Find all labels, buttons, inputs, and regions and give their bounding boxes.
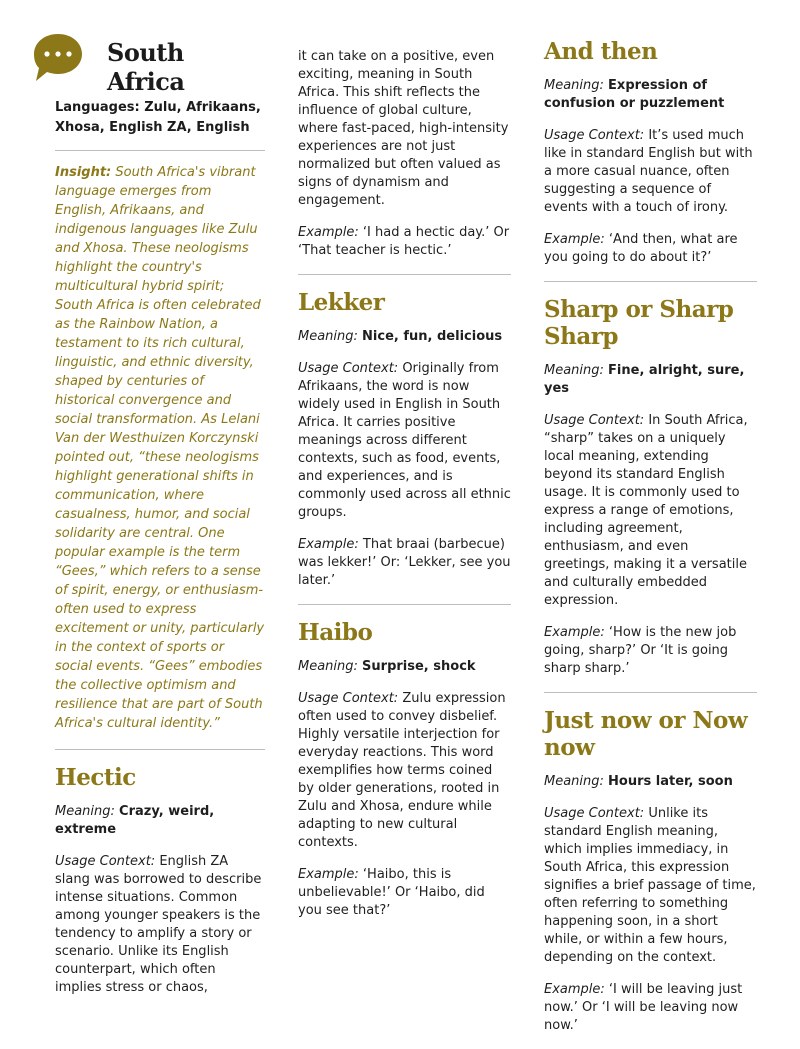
meaning-line [298, 328, 511, 346]
term-heading: And then [544, 38, 658, 65]
insight-label: Insight: [55, 165, 112, 180]
example-label: Example: [544, 232, 605, 247]
usage-text: In South Africa, “sharp” takes on a uniquely local meaning, extending beyond its standard English usage. It is commonly used to express a range of emotions, including agreement, enthusiasm, and even greetings, making it a versatile and culturally embedded expression. [544, 413, 748, 608]
term-heading: Hectic [55, 764, 136, 791]
meaning-label: Meaning: [55, 804, 115, 819]
usage-context [298, 690, 511, 852]
insight-text: South Africa's vibrant language emerges from English, Afrikaans, and indigenous languages like Zulu and Xhosa. These neologisms highlight the country's multicultural hybrid spirit; South Africa is often celebrated as the Rainbow Nation, a testament to its rich cultural, linguistic, and ethnic diversity, shaped by centuries of historical convergence and social transformation. As Lelani Van der Westhuizen Korczynski pointed out, “these neologisms highlight generational shifts in communication, where casualness, humor, and social solidarity are central. One popular example is the term “Gees,” which refers to a sense of spirit, energy, or enthusiasm- often used to express excitement or unity, particularly in the context of sports or social events. “Gees” embodies the collective optimism and resilience that are part of South Africa's cultural identity.” [55, 165, 265, 731]
usage-label: Usage Context: [544, 413, 645, 428]
usage-text: Originally from Afrikaans, the word is now widely used in English in South Africa. It carries positive meanings across different contexts, such as food, events, and experiences, and is commonly used across all ethnic groups. [298, 361, 511, 520]
meaning-label: Meaning: [544, 78, 604, 93]
example-label: Example: [544, 982, 605, 997]
page-header [55, 0, 265, 96]
example-label: Example: [298, 867, 359, 882]
usage-label: Usage Context: [298, 361, 399, 376]
meaning-label: Meaning: [298, 329, 358, 344]
divider [298, 604, 511, 605]
example-line [298, 866, 511, 920]
usage-context [298, 360, 511, 522]
example-text: ‘I had a hectic day.’ Or ‘That teacher is hectic.’ [298, 225, 510, 258]
example-line [544, 231, 757, 267]
meaning-value: Fine, alright, sure, yes [544, 363, 745, 396]
usage-text: Unlike its standard English meaning, which implies immediacy, in South Africa, this expression signifies a brief passage of time, often referring to something happening soon, in a short while, or within a few hours, depending on the context. [544, 806, 756, 965]
entry-just-now [544, 707, 757, 1035]
usage-context [544, 805, 757, 967]
entry-hectic [55, 764, 265, 997]
usage-label: Usage Context: [55, 854, 156, 869]
example-text: ‘I will be leaving just now.’ Or ‘I will be leaving now now.’ [544, 982, 743, 1033]
meaning-line [544, 362, 757, 398]
divider [544, 692, 757, 693]
usage-label: Usage Context: [544, 128, 645, 143]
entry-lekker [298, 289, 511, 590]
usage-label: Usage Context: [544, 806, 645, 821]
meaning-label: Meaning: [298, 659, 358, 674]
entry-haibo [298, 619, 511, 920]
meaning-value: Hours later, soon [608, 774, 733, 789]
meaning-label: Meaning: [544, 363, 604, 378]
entry-hectic-continued [298, 48, 511, 260]
example-label: Example: [298, 225, 359, 240]
divider [298, 274, 511, 275]
example-text: ‘How is the new job going, sharp?’ Or ‘It is going sharp sharp.’ [544, 625, 737, 676]
example-text: ‘And then, what are you going to do about it?’ [544, 232, 738, 265]
term-heading: Lekker [298, 289, 385, 316]
entry-and-then [544, 0, 757, 267]
meaning-value: Surprise, shock [362, 659, 476, 674]
term-heading: Just now or Now now [544, 707, 748, 761]
meaning-value: Nice, fun, delicious [362, 329, 503, 344]
term-heading: Sharp or Sharp Sharp [544, 296, 734, 350]
column-3 [544, 0, 757, 1049]
column-1 [55, 0, 265, 1011]
example-line [544, 624, 757, 678]
usage-text: English ZA slang was borrowed to describe intense situations. Common among younger speakers is the tendency to amplify a story or scenario. Unlike its English counterpart, which often implies stress or chaos, [55, 854, 262, 995]
meaning-line [55, 803, 265, 839]
usage-text: Zulu expression often used to convey disbelief. Highly versatile interjection for everyday reactions. This word exemplifies how terms coined by older generations, rooted in Zulu and Xhosa, endure while adapting to new cultural contexts. [298, 691, 506, 850]
example-label: Example: [298, 537, 359, 552]
speech-bubble-icon [32, 32, 84, 84]
usage-text: It’s used much like in standard English but with a more casual nuance, often suggesting a sequence of events with a touch of irony. [544, 128, 753, 215]
term-heading: Haibo [298, 619, 373, 646]
example-line [544, 981, 757, 1035]
meaning-value: Expression of confusion or puzzlement [544, 78, 725, 111]
example-line [298, 536, 511, 590]
usage-label: Usage Context: [298, 691, 399, 706]
meaning-line [298, 658, 511, 676]
example-line [298, 224, 511, 260]
page-title: South Africa [107, 38, 185, 96]
entry-sharp [544, 296, 757, 678]
insight-paragraph [55, 163, 265, 733]
meaning-line [544, 77, 757, 113]
divider [55, 150, 265, 151]
usage-context [544, 127, 757, 217]
example-text: ‘Haibo, this is unbelievable!’ Or ‘Haibo, did you see that?’ [298, 867, 485, 918]
meaning-value: Crazy, weird, extreme [55, 804, 215, 837]
usage-context [544, 412, 757, 610]
divider [55, 749, 265, 750]
divider [544, 281, 757, 282]
meaning-label: Meaning: [544, 774, 604, 789]
usage-text-continued: it can take on a positive, even exciting, meaning in South Africa. This shift reflects the influence of global culture, where fast-paced, high-intensity experiences are not just normalized but often valued as signs of dynamism and engagement. [298, 49, 509, 208]
usage-context [55, 853, 265, 997]
meaning-line [544, 773, 757, 791]
example-text: That braai (barbecue) was lekker!’ Or: ‘Lekker, see you later.’ [298, 537, 511, 588]
column-2 [298, 0, 511, 934]
languages-line: Languages: Zulu, Afrikaans, Xhosa, English ZA, English [55, 100, 261, 135]
example-label: Example: [544, 625, 605, 640]
